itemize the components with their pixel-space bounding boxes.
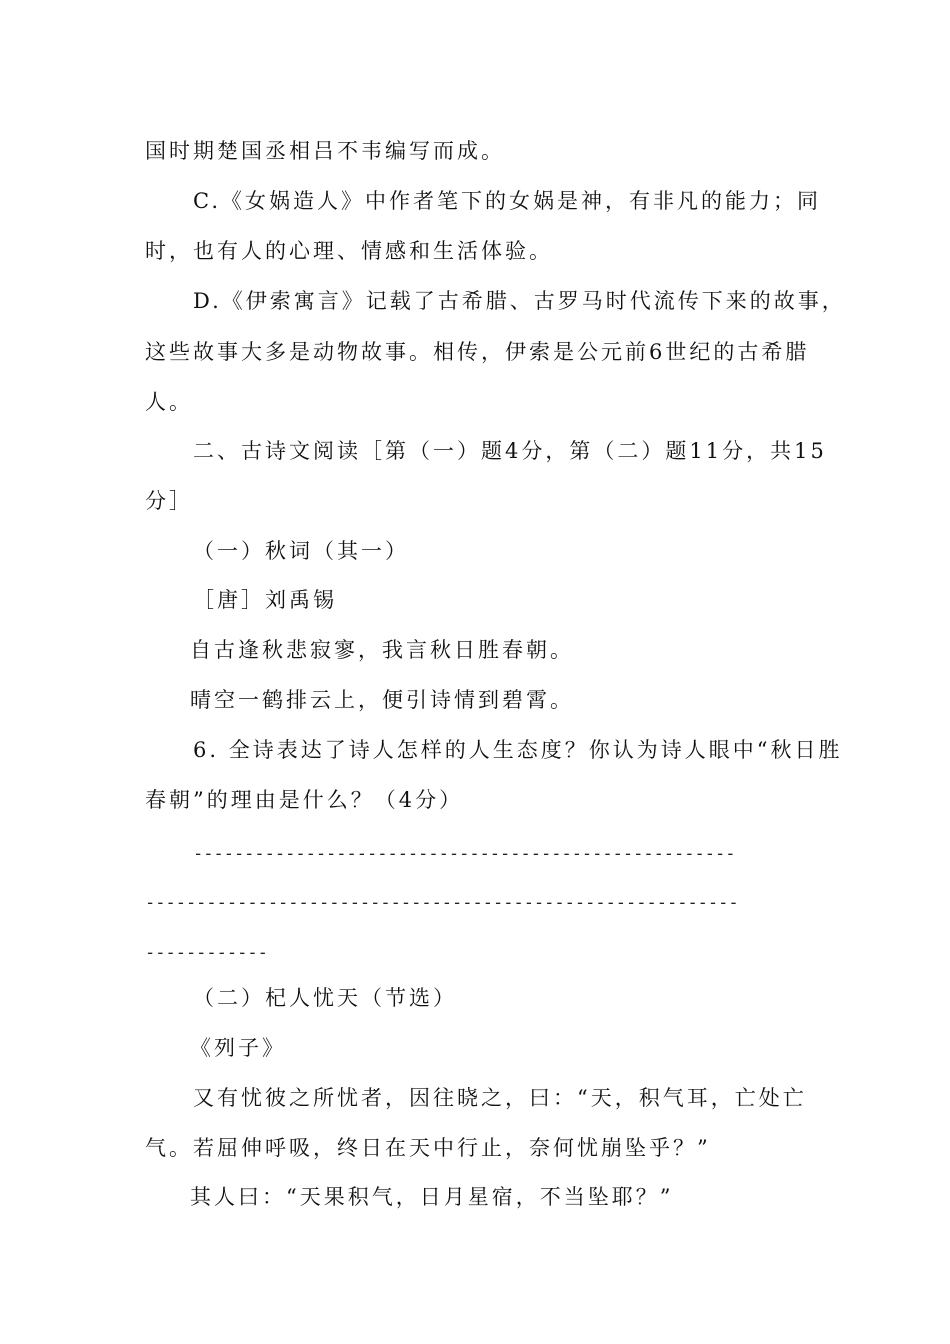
section-heading-line-2: 分］ — [145, 489, 193, 513]
answer-line-3[interactable]: ------------ — [145, 943, 268, 963]
option-c-line-2: 时，也有人的心理、情感和生活体验。 — [145, 239, 553, 263]
question-6-line-2: 春朝”的理由是什么？（4分） — [145, 788, 464, 812]
passage-line-1: 又有忧彼之所忧者，因往晓之，曰：“天，积气耳，亡处亡 — [193, 1086, 807, 1110]
poem-line-2: 晴空一鹤排云上，便引诗情到碧霄。 — [190, 688, 574, 712]
poem-line-1: 自古逢秋悲寂寥，我言秋日胜春朝。 — [190, 638, 574, 662]
answer-line-2[interactable]: ---------------------------------------------------------- — [145, 893, 739, 913]
text-line: 国时期楚国丞相吕不韦编写而成。 — [145, 139, 505, 163]
passage-line-3: 其人曰：“天果积气，日月星宿，不当坠耶？” — [190, 1185, 674, 1209]
section-heading-line-1: 二、古诗文阅读［第（一）题4分，第（二）题11分，共15 — [193, 439, 827, 463]
passage-line-2: 气。若屈伸呼吸，终日在天中行止，奈何忧崩坠乎？” — [145, 1136, 711, 1160]
passage-title: （二）杞人忧天（节选） — [193, 986, 457, 1010]
option-d-line-2: 这些故事大多是动物故事。相传，伊索是公元前6世纪的古希腊 — [145, 340, 810, 364]
poem-title: （一）秋词（其一） — [193, 539, 409, 563]
question-6-line-1: 6. 全诗表达了诗人怎样的人生态度？你认为诗人眼中“秋日胜 — [193, 738, 843, 762]
option-c-line-1: C.《女娲造人》中作者笔下的女娲是神，有非凡的能力；同 — [193, 189, 821, 213]
option-d-line-3: 人。 — [145, 390, 193, 414]
answer-line-1[interactable]: ----------------------------------------------------- — [193, 844, 736, 864]
poem-author: ［唐］刘禹锡 — [193, 588, 337, 612]
passage-source: 《列子》 — [190, 1036, 286, 1060]
option-d-line-1: D.《伊索寓言》记载了古希腊、古罗马时代流传下来的故事， — [193, 289, 846, 313]
